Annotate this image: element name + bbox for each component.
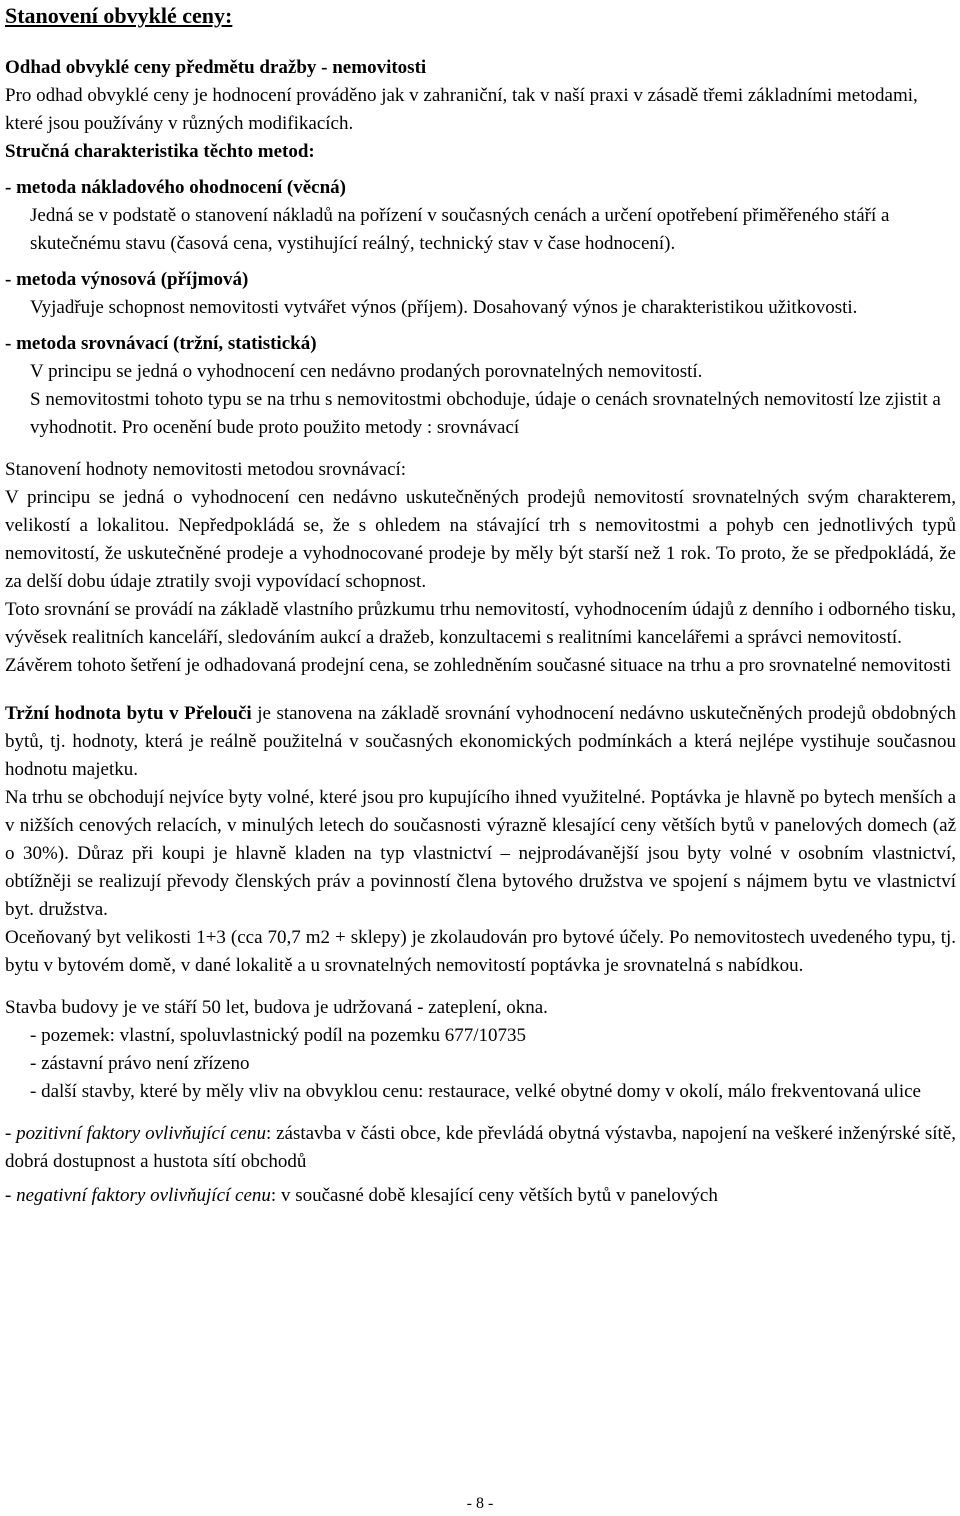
positive-label: pozitivní faktory ovlivňující cenu bbox=[16, 1123, 266, 1144]
building-paragraph: Stavba budovy je ve stáří 50 let, budova je udržovaná - zateplení, okna. bbox=[5, 997, 548, 1018]
positive-text: : zástavba v části obce, kde převládá obytná výstavba, napojení na veškeré inženýrské sítě, dobrá dostupnost a hustota sítí obchodů bbox=[5, 1123, 956, 1172]
comparative-paragraph-2: Toto srovnání se provádí na základě vlastního průzkumu trhu nemovitostí, vyhodnocením údajů z denního i odborného tisku, vývěsek realitních kanceláří, sledováním aukcí a dražeb, konzultacemi s realitními kancelářemi a správci nemovitostí. bbox=[5, 599, 956, 648]
methods-intro-text: Stručná charakteristika těchto metod: bbox=[5, 141, 315, 162]
negative-factors bbox=[5, 1182, 956, 1210]
method2-title: - metoda výnosová (příjmová) bbox=[5, 269, 249, 290]
list-item: - zástavní právo není zřízeno bbox=[30, 1053, 250, 1074]
negative-label: negativní faktory ovlivňující cenu bbox=[16, 1185, 271, 1206]
intro-paragraph: Pro odhad obvyklé ceny je hodnocení prováděno jak v zahraniční, tak v naší praxi v zásadě třemi základními metodami, které jsou používány v různých modifikacích. bbox=[5, 85, 918, 134]
methods-intro bbox=[5, 138, 956, 166]
method1-text: Jedná se v podstatě o stanovení nákladů na pořízení v současných cenách a určení opotřebení přiměřeného stáří a skutečnému stavu (časová cena, vystihující reálný, technický stav v čase hodnocení). bbox=[30, 205, 890, 254]
details-list bbox=[5, 1022, 956, 1106]
method1-title: - metoda nákladového ohodnocení (věcná) bbox=[5, 177, 346, 198]
method3-text1: V principu se jedná o vyhodnocení cen nedávno prodaných porovnatelných nemovitostí. bbox=[30, 361, 703, 382]
negative-dash: - bbox=[5, 1185, 17, 1206]
comparative-heading: Stanovení hodnoty nemovitosti metodou srovnávací: bbox=[5, 459, 407, 480]
market-paragraph-3: Oceňovaný byt velikosti 1+3 (cca 70,7 m2 + sklepy) je zkolaudován pro bytové účely. Po nemovitostech uvedeného typu, tj. bytu v bytovém domě, v dané lokalitě a u srovnatelných nemovitostí poptávka je srovnatelná s nabídkou. bbox=[5, 927, 956, 976]
comparative-paragraph-3: Závěrem tohoto šetření je odhadovaná prodejní cena, se zohledněním současné situace na trhu a pro srovnatelné nemovitosti bbox=[5, 655, 951, 676]
method3-text2: S nemovitostmi tohoto typu se na trhu s nemovitostmi obchoduje, údaje o cenách srovnatelných nemovitostí lze zjistit a vyhodnotit. Pro ocenění bude proto použito metody : srovnávací bbox=[30, 389, 941, 438]
market-paragraph-2: Na trhu se obchodují nejvíce byty volné, které jsou pro kupujícího ihned využitelné. Poptávka je hlavně po bytech menších a v nižších cenových relacích, v minulých letech do současnosti výrazně klesající ceny větších bytů v panelových domech (až o 30%). Důraz při koupi je hlavně kladen na typ vlastnictví – nejprodávanější jsou byty volné v osobním vlastnictví, obtížněji se realizují převody členských práv a povinností člena bytového družstva ve spojení s nájmem bytu ve vlastnictví byt. družstva. bbox=[5, 787, 956, 920]
page-title: Stanovení obvyklé ceny: bbox=[5, 3, 233, 28]
positive-dash: - bbox=[5, 1123, 17, 1144]
page-number: - 8 - bbox=[466, 1495, 494, 1512]
market-value-rest: je stanovena na základě srovnání vyhodnocení nedávno uskutečněných prodejů obdobných bytů, tj. hodnoty, která je reálně použitelná v současných ekonomických podmínkách a která nejlépe vystihuje současnou hodnotu majetku. bbox=[5, 703, 956, 780]
comparative-paragraph-1: V principu se jedná o vyhodnocení cen nedávno uskutečněných prodejů nemovitostí srovnatelných svým charakterem, velikostí a lokalitou. Nepředpokládá se, že s ohledem na stávající trh s nemovitostmi a pohyb cen jednotlivých typů nemovitostí, že uskutečněné prodeje a vyhodnocované prodeje by měly být starší než 1 rok. To proto, že se předpokládá, že za delší dobu údaje ztratily svoji vypovídací schopnost. bbox=[5, 487, 956, 592]
method3-title: - metoda srovnávací (tržní, statistická) bbox=[5, 333, 317, 354]
list-item: - pozemek: vlastní, spoluvlastnický podíl na pozemku 677/10735 bbox=[30, 1025, 527, 1046]
positive-factors bbox=[5, 1120, 956, 1176]
method2-text: Vyjadřuje schopnost nemovitosti vytvářet výnos (příjem). Dosahovaný výnos je charakteristikou užitkovosti. bbox=[30, 297, 858, 318]
market-value-paragraph bbox=[5, 700, 956, 784]
negative-text: : v současné době klesající ceny větších bytů v panelových bbox=[270, 1185, 718, 1206]
list-item: - další stavby, které by měly vliv na obvyklou cenu: restaurace, velké obytné domy v okolí, málo frekventovaná ulice bbox=[30, 1081, 921, 1102]
market-value-bold: Tržní hodnota bytu v Přelouči bbox=[5, 703, 252, 724]
section-heading: Odhad obvyklé ceny předmětu dražby - nemovitosti bbox=[5, 57, 427, 78]
